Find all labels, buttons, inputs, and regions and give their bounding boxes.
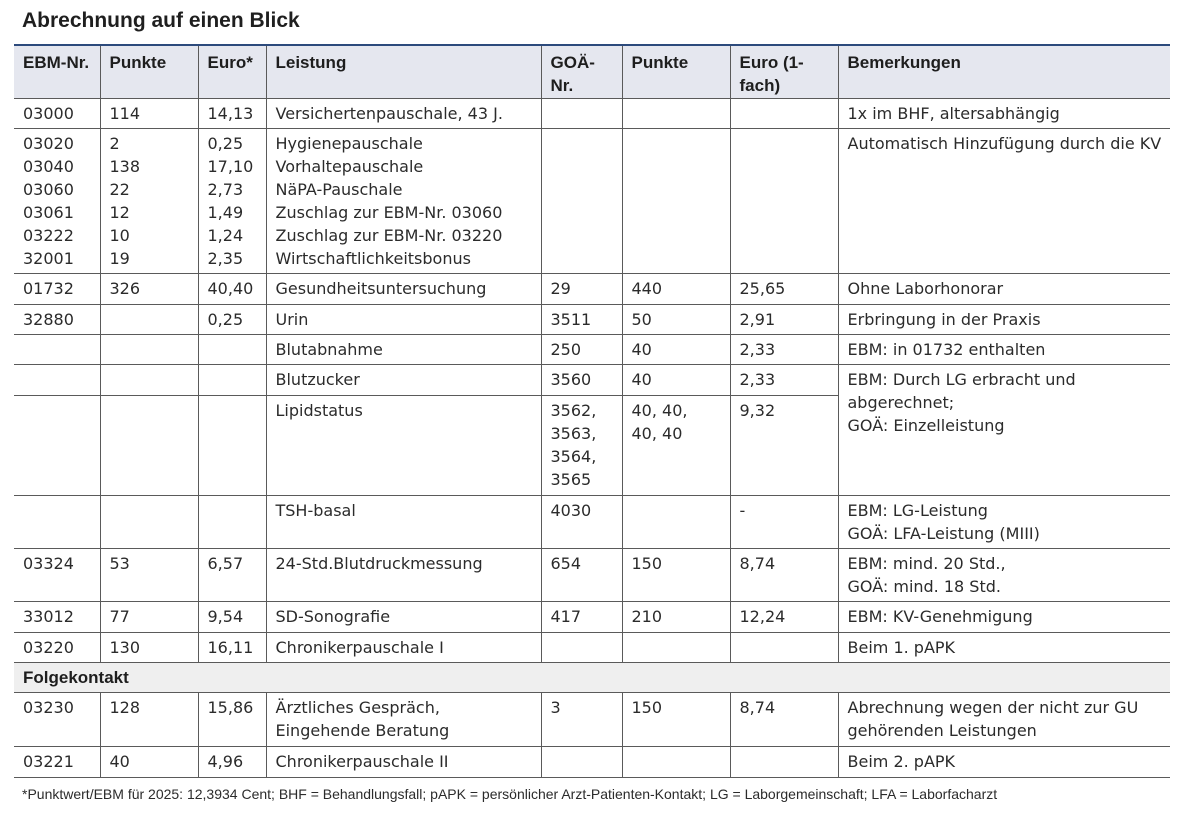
cell-punkte: 2 138 22 12 10 19: [100, 129, 198, 274]
cell-goae-punkte: 210: [622, 602, 730, 633]
table-row: [14, 693, 1170, 747]
cell-leistung: Ärztliches Gespräch, Eingehende Beratung: [266, 693, 541, 747]
table-row: [14, 747, 1170, 778]
footnote: *Punktwert/EBM für 2025: 12,3934 Cent; BHF = Behandlungsfall; pAPK = persönlicher Arzt-Patienten-Kontakt; LG = Laborgemeinschaft; LFA = Laborfacharzt: [22, 786, 998, 802]
cell-ebm: 01732: [23, 279, 74, 298]
table-row: [14, 496, 1170, 549]
cell-bemerkung: EBM: mind. 20 Std., GOÄ: mind. 18 Std.: [838, 549, 1170, 602]
cell-bemerkung: Abrechnung wegen der nicht zur GU gehörenden Leistungen: [838, 693, 1170, 747]
cell-bemerkung: Beim 1. pAPK: [838, 633, 1170, 663]
cell-ebm: 32880: [23, 310, 74, 329]
cell-goae-euro: 25,65: [730, 274, 838, 305]
cell-ebm: 03020 03040 03060 03061 03222 32001: [23, 134, 74, 268]
header-euro: Euro*: [198, 45, 266, 99]
billing-table: [14, 44, 1170, 778]
cell-leistung: Chronikerpauschale II: [266, 747, 541, 778]
cell-goae: 250: [541, 335, 622, 365]
cell-leistung: Blutzucker: [266, 365, 541, 396]
cell-goae-punkte: [622, 129, 730, 274]
cell-goae-punkte: 440: [622, 274, 730, 305]
header-leistung: Leistung: [266, 45, 541, 99]
cell-punkte: 130: [100, 633, 198, 663]
cell-goae: [541, 633, 622, 663]
cell-goae-euro: [730, 633, 838, 663]
cell-punkte: [100, 496, 198, 549]
cell-goae-punkte: 150: [622, 549, 730, 602]
cell-bemerkung: EBM: LG-Leistung GOÄ: LFA-Leistung (MIII): [838, 496, 1170, 549]
cell-euro: [198, 365, 266, 396]
cell-goae-punkte: [622, 496, 730, 549]
cell-ebm: 03324: [23, 554, 74, 573]
cell-ebm: [14, 396, 100, 496]
cell-euro: 9,54: [198, 602, 266, 633]
cell-euro: 16,11: [198, 633, 266, 663]
cell-goae-euro: 8,74: [730, 549, 838, 602]
cell-bemerkung: EBM: KV-Genehmigung: [838, 602, 1170, 633]
table-row: [14, 129, 1170, 274]
cell-leistung: Blutabnahme: [266, 335, 541, 365]
cell-leistung: Hygienepauschale Vorhaltepauschale NäPA-Pauschale Zuschlag zur EBM-Nr. 03060 Zuschlag zur EBM-Nr. 03220 Wirtschaftlichkeitsbonus: [266, 129, 541, 274]
cell-leistung: TSH-basal: [266, 496, 541, 549]
cell-ebm: 03220: [23, 638, 74, 657]
header-row: [14, 45, 1170, 99]
cell-leistung: Chronikerpauschale I: [266, 633, 541, 663]
cell-bemerkung: Beim 2. pAPK: [838, 747, 1170, 778]
cell-goae: 29: [541, 274, 622, 305]
cell-goae: 3562, 3563, 3564, 3565: [541, 396, 622, 496]
cell-leistung: Urin: [266, 305, 541, 335]
cell-goae: 417: [541, 602, 622, 633]
cell-punkte: [100, 396, 198, 496]
cell-euro: 4,96: [198, 747, 266, 778]
cell-goae: 3: [541, 693, 622, 747]
table-row: [14, 602, 1170, 633]
cell-goae-euro: 2,33: [730, 365, 838, 396]
cell-bemerkung: Erbringung in der Praxis: [838, 305, 1170, 335]
cell-punkte: 114: [100, 99, 198, 129]
header-euro-1fach: Euro (1-fach): [730, 45, 838, 99]
cell-leistung: SD-Sonografie: [266, 602, 541, 633]
table-row: [14, 335, 1170, 365]
cell-goae: 3511: [541, 305, 622, 335]
table-title: Abrechnung auf einen Blick: [22, 9, 300, 32]
header-punkte: Punkte: [100, 45, 198, 99]
cell-punkte: [100, 365, 198, 396]
cell-punkte: 128: [100, 693, 198, 747]
cell-goae: [541, 129, 622, 274]
cell-euro: 6,57: [198, 549, 266, 602]
cell-bemerkung: EBM: in 01732 enthalten: [838, 335, 1170, 365]
cell-punkte: 53: [100, 549, 198, 602]
cell-euro: [198, 335, 266, 365]
cell-goae-punkte: 40: [622, 365, 730, 396]
cell-goae-euro: [730, 747, 838, 778]
cell-goae-punkte: [622, 99, 730, 129]
cell-goae: 3560: [541, 365, 622, 396]
table-row: [14, 549, 1170, 602]
cell-punkte: 326: [100, 274, 198, 305]
cell-goae-euro: [730, 129, 838, 274]
cell-ebm: [14, 335, 100, 365]
header-ebm-nr: EBM-Nr.: [23, 53, 90, 72]
cell-euro: 0,25 17,10 2,73 1,49 1,24 2,35: [198, 129, 266, 274]
header-bemerkungen: Bemerkungen: [838, 45, 1170, 99]
cell-goae: 4030: [541, 496, 622, 549]
header-goae-nr: GOÄ-Nr.: [541, 45, 622, 99]
cell-bemerkung: 1x im BHF, altersabhängig: [838, 99, 1170, 129]
cell-leistung: Versichertenpauschale, 43 J.: [266, 99, 541, 129]
cell-goae-euro: -: [730, 496, 838, 549]
cell-punkte: 40: [100, 747, 198, 778]
cell-leistung: Lipidstatus: [266, 396, 541, 496]
cell-punkte: [100, 335, 198, 365]
cell-ebm: 03221: [23, 752, 74, 771]
cell-ebm: [14, 496, 100, 549]
cell-goae: 654: [541, 549, 622, 602]
cell-goae-euro: [730, 99, 838, 129]
cell-euro: 14,13: [198, 99, 266, 129]
cell-bemerkung: Automatisch Hinzufügung durch die KV: [838, 129, 1170, 274]
cell-ebm: 33012: [23, 607, 74, 626]
cell-ebm: [14, 365, 100, 396]
cell-goae-punkte: 150: [622, 693, 730, 747]
cell-goae-euro: 2,91: [730, 305, 838, 335]
cell-euro: [198, 496, 266, 549]
section-label-folgekontakt: Folgekontakt: [14, 663, 1170, 693]
cell-punkte: [100, 305, 198, 335]
cell-goae: [541, 747, 622, 778]
table-row: [14, 633, 1170, 663]
cell-euro: 0,25: [198, 305, 266, 335]
table-row: [14, 274, 1170, 305]
table-row: [14, 99, 1170, 129]
cell-goae: [541, 99, 622, 129]
cell-goae-punkte: 40, 40, 40, 40: [622, 396, 730, 496]
cell-ebm: 03230: [23, 698, 74, 717]
table-row: [14, 365, 1170, 396]
cell-leistung: 24-Std.Blutdruckmessung: [266, 549, 541, 602]
cell-punkte: 77: [100, 602, 198, 633]
cell-goae-punkte: [622, 747, 730, 778]
cell-ebm: 03000: [23, 104, 74, 123]
cell-goae-euro: 8,74: [730, 693, 838, 747]
cell-euro: [198, 396, 266, 496]
cell-goae-punkte: 40: [622, 335, 730, 365]
cell-leistung: Gesundheitsuntersuchung: [266, 274, 541, 305]
cell-euro: 40,40: [198, 274, 266, 305]
table-row: [14, 305, 1170, 335]
cell-goae-euro: 9,32: [730, 396, 838, 496]
cell-goae-euro: 12,24: [730, 602, 838, 633]
cell-goae-punkte: 50: [622, 305, 730, 335]
cell-euro: 15,86: [198, 693, 266, 747]
section-row: [14, 663, 1170, 693]
header-goae-punkte: Punkte: [622, 45, 730, 99]
cell-bemerkung: Ohne Laborhonorar: [838, 274, 1170, 305]
cell-goae-punkte: [622, 633, 730, 663]
cell-bemerkung: EBM: Durch LG erbracht und abgerechnet; GOÄ: Einzelleistung: [838, 365, 1170, 496]
cell-goae-euro: 2,33: [730, 335, 838, 365]
